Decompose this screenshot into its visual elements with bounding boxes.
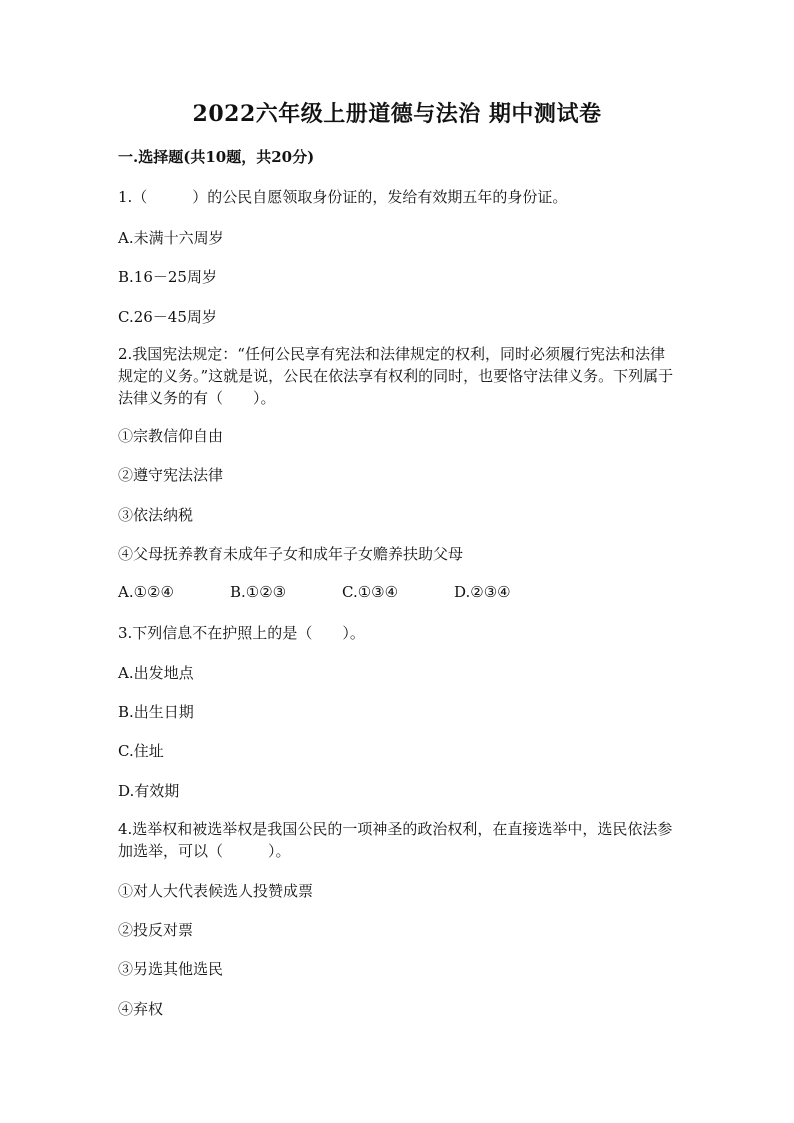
question-3-option-a: A.出发地点 xyxy=(118,664,194,682)
question-2-option-b: B.①②③ xyxy=(230,583,287,601)
question-2-item-3: ③依法纳税 xyxy=(118,506,194,524)
question-3-option-c: C.住址 xyxy=(118,742,164,760)
question-3-option-d: D.有效期 xyxy=(118,782,180,800)
section-heading: 一.选择题(共10题，共20分) xyxy=(118,148,315,166)
question-4-item-3: ③另选其他选民 xyxy=(118,960,224,978)
question-2-option-c: C.①③④ xyxy=(342,583,399,601)
page-title: 2022六年级上册道德与法治 期中测试卷 xyxy=(192,101,602,127)
question-1-option-c: C.26－45周岁 xyxy=(118,308,217,326)
question-1-stem: 1.（ ）的公民自愿领取身份证的，发给有效期五年的身份证。 xyxy=(118,188,568,206)
question-2-stem: 2.我国宪法规定：“任何公民享有宪法和法律规定的权利，同时必须履行宪法和法律规定的义务。”这就是说，公民在依法享有权利的同时，也要恪守法律义务。下列属于法律义务的有（ ）。 xyxy=(118,345,674,407)
question-4-item-4: ④弃权 xyxy=(118,1000,164,1018)
question-2-item-4: ④父母抚养教育未成年子女和成年子女赡养扶助父母 xyxy=(118,545,464,563)
question-2-option-d: D.②③④ xyxy=(454,583,511,601)
question-2-item-1: ①宗教信仰自由 xyxy=(118,427,224,445)
question-4-item-1: ①对人大代表候选人投赞成票 xyxy=(118,882,314,900)
question-2-option-a: A.①②④ xyxy=(118,583,174,601)
question-4-stem: 4.选举权和被选举权是我国公民的一项神圣的政治权利，在直接选举中，选民依法参加选举，可以（ ）。 xyxy=(118,820,673,860)
question-3-stem: 3.下列信息不在护照上的是（ ）。 xyxy=(118,624,365,642)
question-1-option-a: A.未满十六周岁 xyxy=(118,229,224,247)
question-3-option-b: B.出生日期 xyxy=(118,703,194,721)
question-4-item-2: ②投反对票 xyxy=(118,921,194,939)
question-1-option-b: B.16－25周岁 xyxy=(118,268,217,286)
question-2-options xyxy=(118,583,678,601)
question-2-item-2: ②遵守宪法法律 xyxy=(118,466,224,484)
